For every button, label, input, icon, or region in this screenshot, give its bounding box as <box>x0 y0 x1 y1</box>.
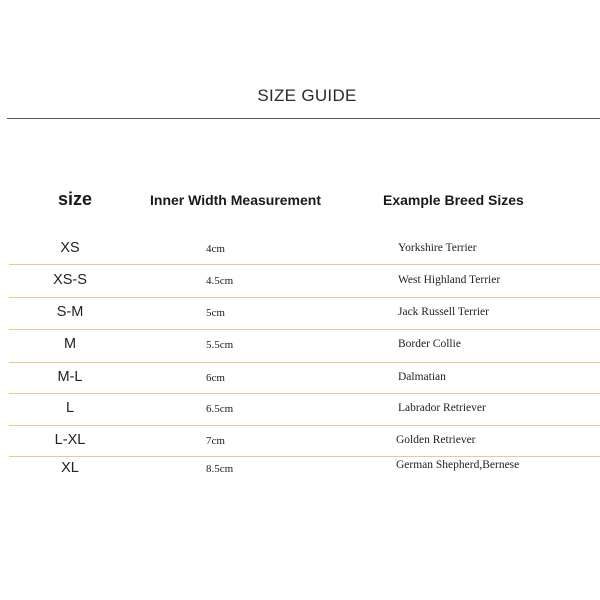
width-cell: 4cm <box>206 243 225 255</box>
breed-cell: Labrador Retriever <box>398 402 486 414</box>
size-cell: S-M <box>56 304 84 320</box>
row-divider <box>9 362 600 363</box>
title-divider <box>7 118 600 119</box>
table-row <box>0 369 600 393</box>
size-cell: XS-S <box>53 272 87 288</box>
width-cell: 4.5cm <box>206 275 234 287</box>
size-cell: L <box>65 400 75 416</box>
size-cell: XS <box>60 240 80 256</box>
table-row <box>0 304 600 328</box>
width-cell: 5cm <box>206 307 225 319</box>
size-cell: L-XL <box>54 432 86 448</box>
size-cell: M-L <box>57 369 83 385</box>
width-cell: 6.5cm <box>206 403 234 415</box>
breed-cell: Yorkshire Terrier <box>398 242 477 254</box>
row-divider <box>9 264 600 265</box>
breed-cell: Golden Retriever <box>396 434 476 446</box>
breed-cell: Dalmatian <box>398 371 446 383</box>
breed-cell: West Highland Terrier <box>398 274 501 286</box>
page-title: SIZE GUIDE <box>257 86 357 105</box>
width-cell: 6cm <box>206 372 225 384</box>
column-header-inner-width: Inner Width Measurement <box>150 192 322 208</box>
width-cell: 7cm <box>206 435 225 447</box>
size-cell: M <box>63 336 77 352</box>
table-row <box>0 400 600 424</box>
row-divider <box>9 425 600 426</box>
column-header-breed: Example Breed Sizes <box>383 192 524 208</box>
breed-cell: Border Collie <box>398 338 461 350</box>
column-header-size: size <box>58 189 93 209</box>
size-cell: XL <box>61 460 79 476</box>
table-row <box>0 432 600 456</box>
row-divider <box>9 297 600 298</box>
table-row <box>0 460 600 484</box>
table-row <box>0 272 600 296</box>
breed-cell: Jack Russell Terrier <box>398 306 489 318</box>
row-divider <box>9 393 600 394</box>
row-divider <box>9 329 600 330</box>
table-row <box>0 336 600 360</box>
width-cell: 8.5cm <box>206 463 234 475</box>
table-row <box>0 240 600 264</box>
breed-cell: German Shepherd,Bernese <box>396 459 520 471</box>
width-cell: 5.5cm <box>206 339 234 351</box>
